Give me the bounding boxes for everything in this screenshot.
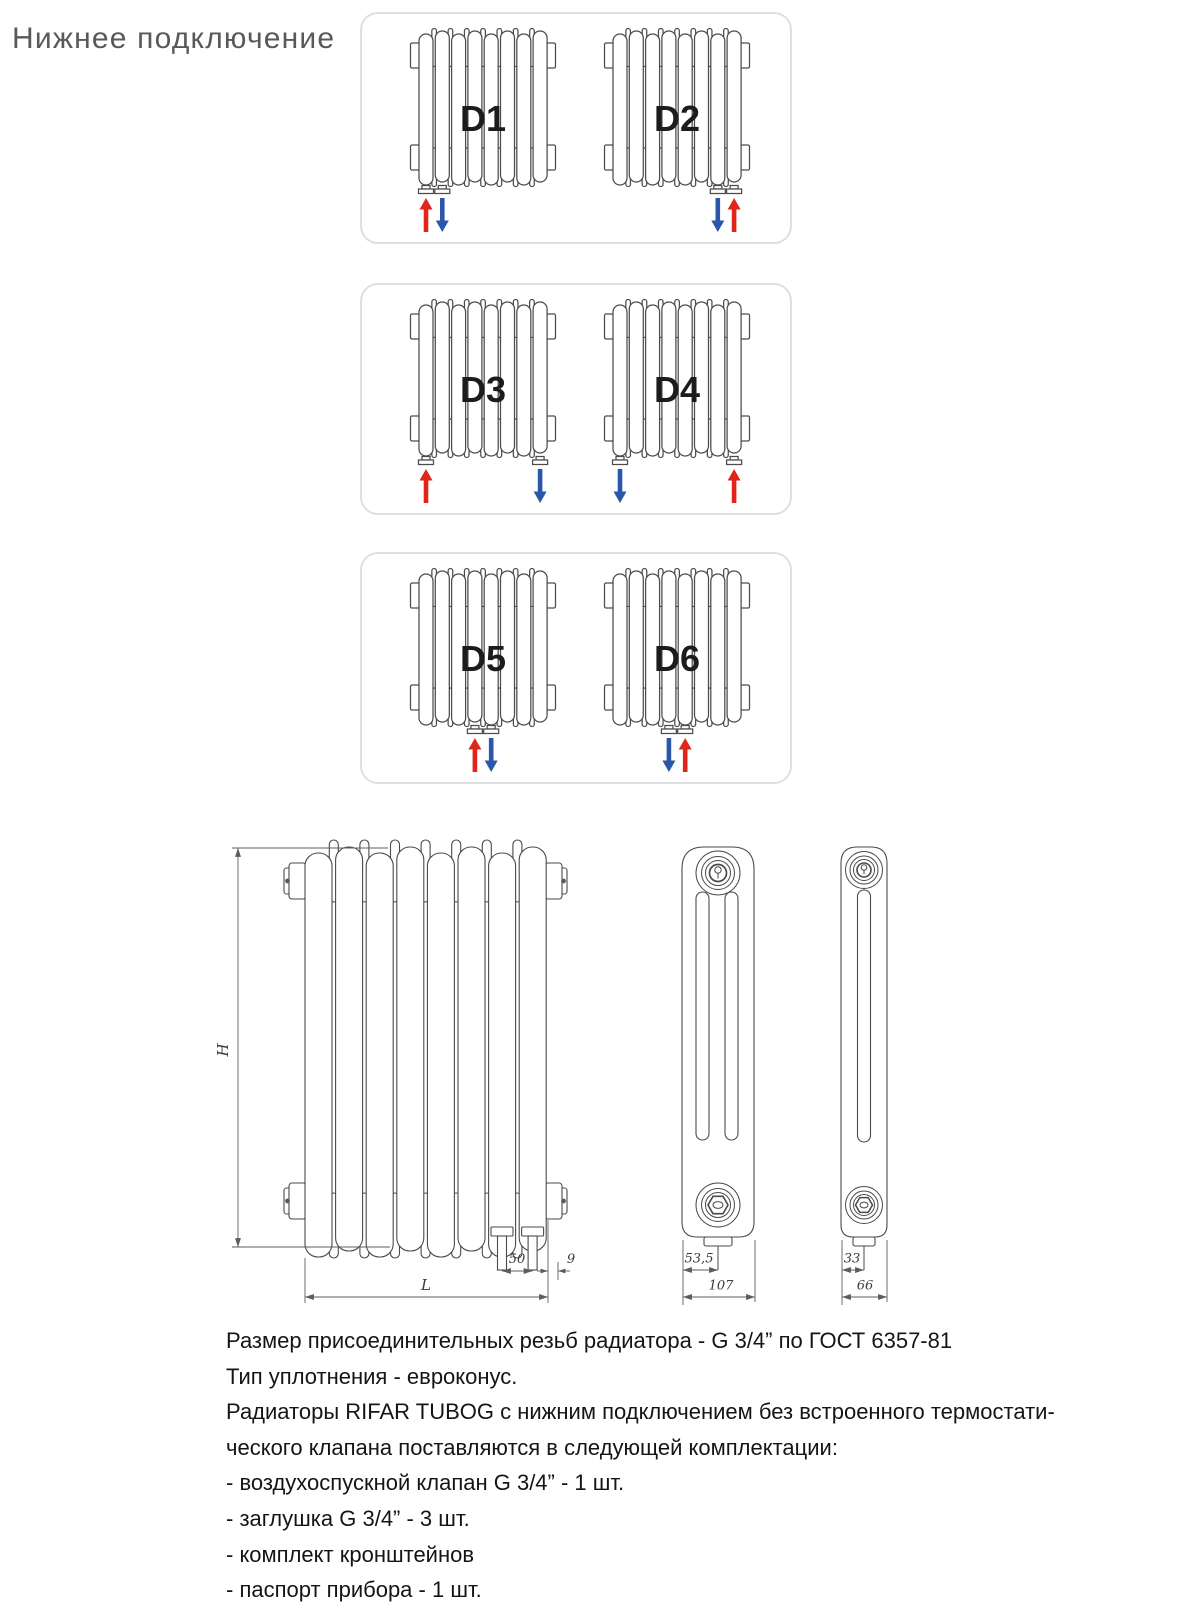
note-line: - воздухоспускной клапан G 3/4” - 1 шт. xyxy=(226,1470,625,1496)
dimension-9 xyxy=(537,1252,575,1280)
flow-arrow-down-icon xyxy=(711,198,724,232)
radiator-side-view-2col xyxy=(841,847,887,1270)
svg-text:50: 50 xyxy=(508,1252,526,1267)
page-title: Нижнее подключение xyxy=(12,22,336,55)
connection-nipple xyxy=(678,729,693,734)
plug-dot-icon xyxy=(561,879,566,884)
connection-nipple xyxy=(467,729,482,734)
note-line: - комплект кронштейнов xyxy=(226,1541,475,1567)
radiator-diagram xyxy=(408,28,558,240)
connection-scheme-d2 xyxy=(602,28,752,240)
scheme-label: D6 xyxy=(653,638,701,679)
connection-scheme-d6 xyxy=(602,568,752,780)
scheme-box-top xyxy=(360,12,792,244)
plug-dot-icon xyxy=(561,1199,566,1204)
connection-nipple xyxy=(419,460,434,465)
connection-nipple xyxy=(661,729,676,734)
svg-text:9: 9 xyxy=(566,1252,576,1267)
connection-scheme-d1 xyxy=(408,28,558,240)
dimension-107 xyxy=(683,1240,755,1302)
connection-nipple xyxy=(727,460,742,465)
flow-arrow-up-icon xyxy=(679,738,692,772)
connection-nipple xyxy=(710,189,725,194)
front-tube-columns xyxy=(305,840,546,1258)
svg-text:53,5: 53,5 xyxy=(684,1251,714,1267)
flow-arrow-down-icon xyxy=(662,738,675,772)
plug-dot-icon xyxy=(285,879,290,884)
connection-scheme-d3 xyxy=(408,299,558,511)
connection-nipple xyxy=(419,189,434,194)
flow-arrow-down-icon xyxy=(485,738,498,772)
flow-arrow-up-icon xyxy=(728,198,741,232)
flow-arrow-up-icon xyxy=(420,198,433,232)
scheme-label: D2 xyxy=(653,98,701,139)
radiator-diagram xyxy=(408,299,558,511)
svg-text:107: 107 xyxy=(708,1278,734,1294)
flow-arrow-down-icon xyxy=(534,469,547,503)
note-line: - заглушка G 3/4” - 3 шт. xyxy=(226,1505,470,1531)
radiator-diagram xyxy=(602,568,752,780)
radiator-front-view xyxy=(284,840,567,1270)
connection-nipple xyxy=(533,460,548,465)
note-line: ческого клапана поставляются в следующей комплектации: xyxy=(226,1434,838,1460)
scheme-box-bottom xyxy=(360,552,792,784)
plug-dot-icon xyxy=(285,1199,290,1204)
dimension-33 xyxy=(842,1240,864,1305)
connection-nipple xyxy=(727,189,742,194)
radiator-diagram xyxy=(602,28,752,240)
radiator-diagram xyxy=(408,568,558,780)
note-line: Тип уплотнения - евроконус. xyxy=(226,1363,518,1389)
scheme-label: D3 xyxy=(459,369,507,410)
flow-arrow-up-icon xyxy=(420,469,433,503)
note-line: Размер присоединительных резьб радиатора - G 3/4” по ГОСТ 6357-81 xyxy=(226,1328,953,1353)
connection-nipple xyxy=(613,460,628,465)
scheme-label: D4 xyxy=(653,369,701,410)
note-line: Радиаторы RIFAR TUBOG с нижним подключением без встроенного термостати- xyxy=(226,1399,1055,1425)
svg-text:33: 33 xyxy=(843,1251,861,1267)
svg-text:66: 66 xyxy=(856,1278,874,1294)
radiator-diagram xyxy=(602,299,752,511)
scheme-box-middle xyxy=(360,283,792,515)
flow-arrow-up-icon xyxy=(468,738,481,772)
flow-arrow-down-icon xyxy=(436,198,449,232)
connection-scheme-d4 xyxy=(602,299,752,511)
scheme-label: D1 xyxy=(459,98,507,139)
notes-block xyxy=(226,1323,1055,1608)
svg-text:H: H xyxy=(214,1043,232,1057)
technical-drawing xyxy=(180,810,960,1310)
note-line: - паспорт прибора - 1 шт. xyxy=(226,1577,482,1603)
dimension-53-5 xyxy=(683,1240,718,1305)
connection-nipple xyxy=(435,189,450,194)
flow-arrow-up-icon xyxy=(728,469,741,503)
radiator-side-view-3col xyxy=(682,847,754,1270)
scheme-label: D5 xyxy=(459,638,507,679)
flow-arrow-down-icon xyxy=(614,469,627,503)
connection-scheme-d5 xyxy=(408,568,558,780)
svg-text:L: L xyxy=(421,1276,431,1294)
connection-nipple xyxy=(484,729,499,734)
